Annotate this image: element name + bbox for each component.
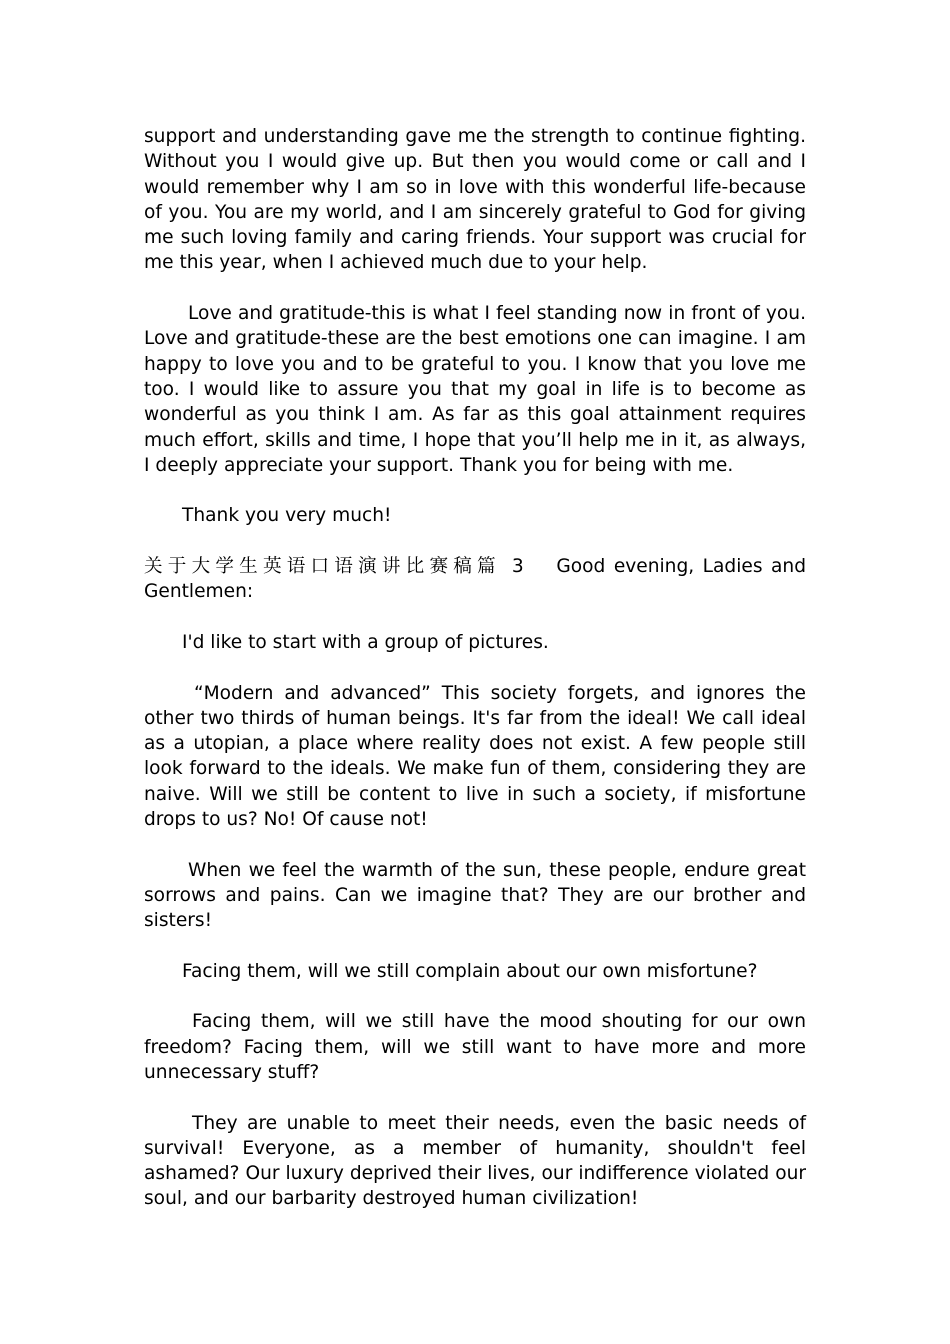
section-heading-opening: Good evening, Ladies and Gentlemen: (144, 556, 806, 603)
paragraph-freedom: Facing them, will we still have the mood shouting for our own freedom? Facing them, will we still want to have more and more unnecessary stuff? (144, 1011, 806, 1083)
section-heading (144, 554, 806, 605)
paragraph-love-gratitude: Love and gratitude-this is what I feel standing now in front of you. Love and gratitude-these are the best emotions one can imagine. I am happy to love you and to be grateful to you. I know that you love me too. I would like to assure you that my goal in life is to become as wonderful as you think I am. As far as this goal attainment requires much effort, skills and time, I hope that you’ll help me in it, as always, I deeply appreciate your support. Thank you for being with me. (144, 303, 806, 476)
paragraph-thank-you: Thank you very much! (182, 505, 392, 527)
document-page (144, 124, 806, 1237)
paragraph-warmth-of-sun: When we feel the warmth of the sun, these people, endure great sorrows and pains. Can we imagine that? They are our brother and sisters! (144, 859, 806, 932)
paragraph-basic-needs: They are unable to meet their needs, even the basic needs of survival! Everyone, as a member of humanity, shouldn't feel ashamed? Our luxury deprived their lives, our indifference violated our soul, and our barbarity destroyed human civilization! (144, 1112, 806, 1210)
section-heading-chinese-title: 关于大学生英语口语演讲比赛稿篇 3 (144, 556, 527, 578)
paragraph-support: support and understanding gave me the strength to continue fighting. Without you I would give up. But then you would come or call and I would remember why I am so in love with this wonderful life-because of you. You are my world, and I am sincerely grateful to God for giving me such loving family and caring friends. Your support was crucial for me this year, when I achieved much due to your help. (144, 126, 806, 274)
paragraph-complain: Facing them, will we still complain about our own misfortune? (182, 960, 758, 982)
paragraph-pictures: I'd like to start with a group of pictures. (182, 631, 549, 653)
paragraph-modern-advanced: “Modern and advanced” This society forgets, and ignores the other two thirds of human beings. It's far from the ideal! We call ideal as a utopian, a place where reality does not exist. A few people still look forward to the ideals. We make fun of them, considering they are naive. Will we still be content to live in such a society, if misfortune drops to us? No! Of cause not! (144, 682, 806, 831)
